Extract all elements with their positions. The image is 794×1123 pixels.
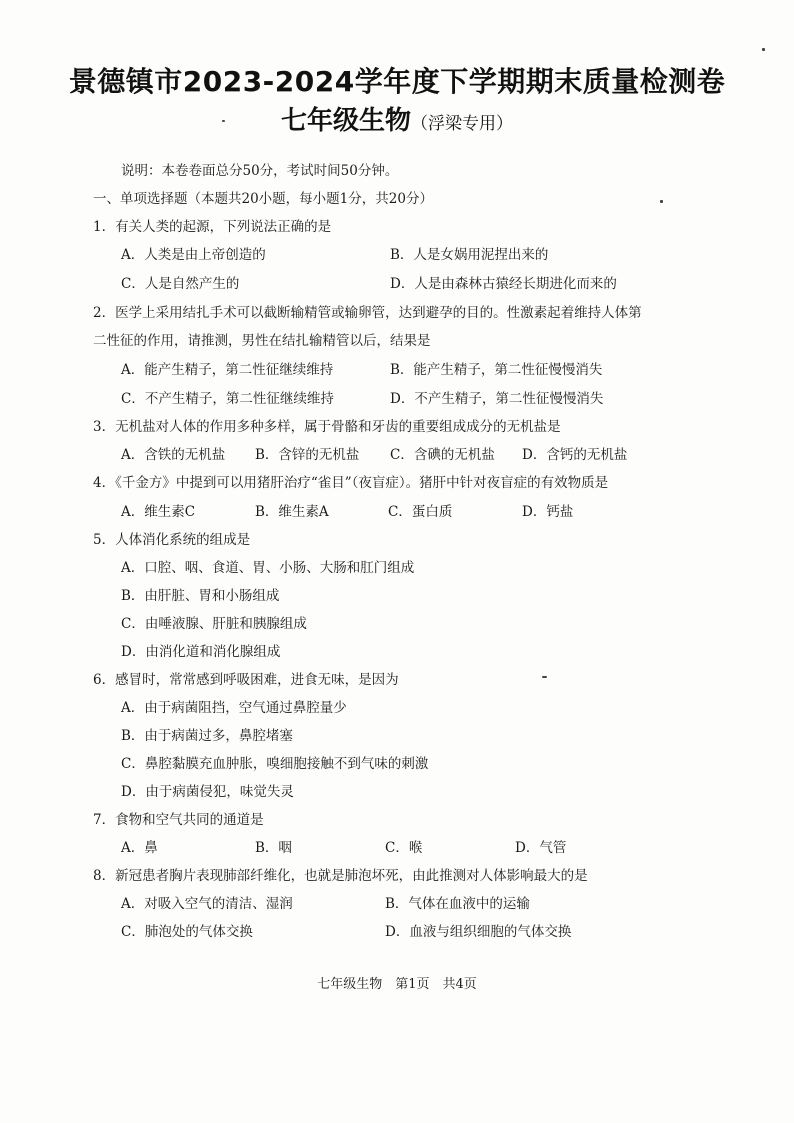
- question-6-option-c: C．鼻腔黏膜充血肿胀，嗅细胞接触不到气味的刺激: [121, 756, 429, 772]
- question-4-option-b: B．维生素A: [255, 504, 329, 520]
- question-1-option-b: B．人是女娲用泥捏出来的: [390, 247, 549, 263]
- question-3-option-c: C．含碘的无机盐: [390, 447, 495, 463]
- question-6-stem: 6．感冒时，常常感到呼吸困难，进食无味，是因为: [93, 672, 399, 688]
- question-4-stem: 4．《千金方》中提到可以用猪肝治疗“雀目”（夜盲症）。猪肝中针对夜盲症的有效物质是: [93, 475, 609, 491]
- question-8-option-c: C．肺泡处的气体交换: [121, 924, 253, 940]
- scan-speck: [660, 200, 663, 203]
- question-1-stem: 1．有关人类的起源，下列说法正确的是: [93, 219, 332, 235]
- question-4-option-a: A．维生素C: [121, 504, 196, 520]
- question-8-option-a: A．对吸入空气的清洁、湿润: [121, 896, 293, 912]
- scan-speck: [762, 48, 765, 51]
- question-8-option-b: B．气体在血液中的运输: [385, 896, 530, 912]
- question-2-option-b: B．能产生精子，第二性征慢慢消失: [390, 362, 603, 378]
- page-footer: 七年级生物 第1页 共4页: [317, 977, 477, 992]
- question-2-option-c: C．不产生精子，第二性征继续维持: [121, 391, 334, 407]
- question-2-option-d: D．不产生精子，第二性征慢慢消失: [390, 391, 604, 407]
- exam-title: 景德镇市2023-2024学年度下学期期末质量检测卷: [68, 65, 726, 98]
- question-5-option-b: B．由肝脏、胃和小肠组成: [121, 588, 280, 604]
- question-8-option-d: D．血液与组织细胞的气体交换: [385, 924, 572, 940]
- question-7-option-d: D．气管: [515, 840, 567, 856]
- question-5-option-a: A．口腔、咽、食道、胃、小肠、大肠和肛门组成: [121, 560, 415, 576]
- question-1-option-d: D．人是由森林古猿经长期进化而来的: [390, 276, 617, 292]
- question-1-option-c: C．人是自然产生的: [121, 276, 240, 292]
- question-4-option-c: C．蛋白质: [388, 504, 453, 520]
- question-7-stem: 7．食物和空气共同的通道是: [93, 812, 264, 828]
- question-6-option-d: D．由于病菌侵犯，味觉失灵: [121, 784, 294, 800]
- question-3-option-b: B．含锌的无机盐: [255, 447, 360, 463]
- question-7-option-c: C．喉: [385, 840, 423, 856]
- scan-speck: [222, 120, 225, 122]
- question-5-stem: 5．人体消化系统的组成是: [93, 532, 251, 548]
- question-7-option-a: A．鼻: [121, 840, 158, 856]
- exam-instructions: 说明：本卷卷面总分50分，考试时间50分钟。: [121, 163, 399, 179]
- question-4-option-d: D．钙盐: [522, 504, 574, 520]
- section-heading: 一、单项选择题（本题共20小题，每小题1分，共20分）: [93, 191, 433, 207]
- exam-subtitle: [0, 100, 794, 137]
- subject-title: 七年级生物: [280, 106, 411, 136]
- question-6-option-b: B．由于病菌过多，鼻腔堵塞: [121, 728, 293, 744]
- question-8-stem: 8．新冠患者胸片表现肺部纤维化，也就是肺泡坏死，由此推测对人体影响最大的是: [93, 868, 588, 884]
- question-2-stem-line1: 2．医学上采用结扎手术可以截断输精管或输卵管，达到避孕的目的。性激素起着维持人体第: [93, 305, 642, 321]
- subject-note: （浮梁专用）: [411, 114, 513, 134]
- question-2-option-a: A．能产生精子，第二性征继续维持: [121, 362, 334, 378]
- question-3-option-a: A．含铁的无机盐: [121, 447, 226, 463]
- question-3-option-d: D．含钙的无机盐: [522, 447, 628, 463]
- question-2-stem-line2: 二性征的作用，请推测，男性在结扎输精管以后，结果是: [93, 333, 431, 349]
- question-1-option-a: A．人类是由上帝创造的: [121, 247, 266, 263]
- question-5-option-c: C．由唾液腺、肝脏和胰腺组成: [121, 616, 307, 632]
- question-5-option-d: D．由消化道和消化腺组成: [121, 644, 281, 660]
- question-6-option-a: A．由于病菌阻挡，空气通过鼻腔量少: [121, 700, 347, 716]
- question-7-option-b: B．咽: [255, 840, 292, 856]
- scan-speck: [542, 676, 547, 678]
- question-3-stem: 3．无机盐对人体的作用多种多样，属于骨骼和牙齿的重要组成成分的无机盐是: [93, 419, 561, 435]
